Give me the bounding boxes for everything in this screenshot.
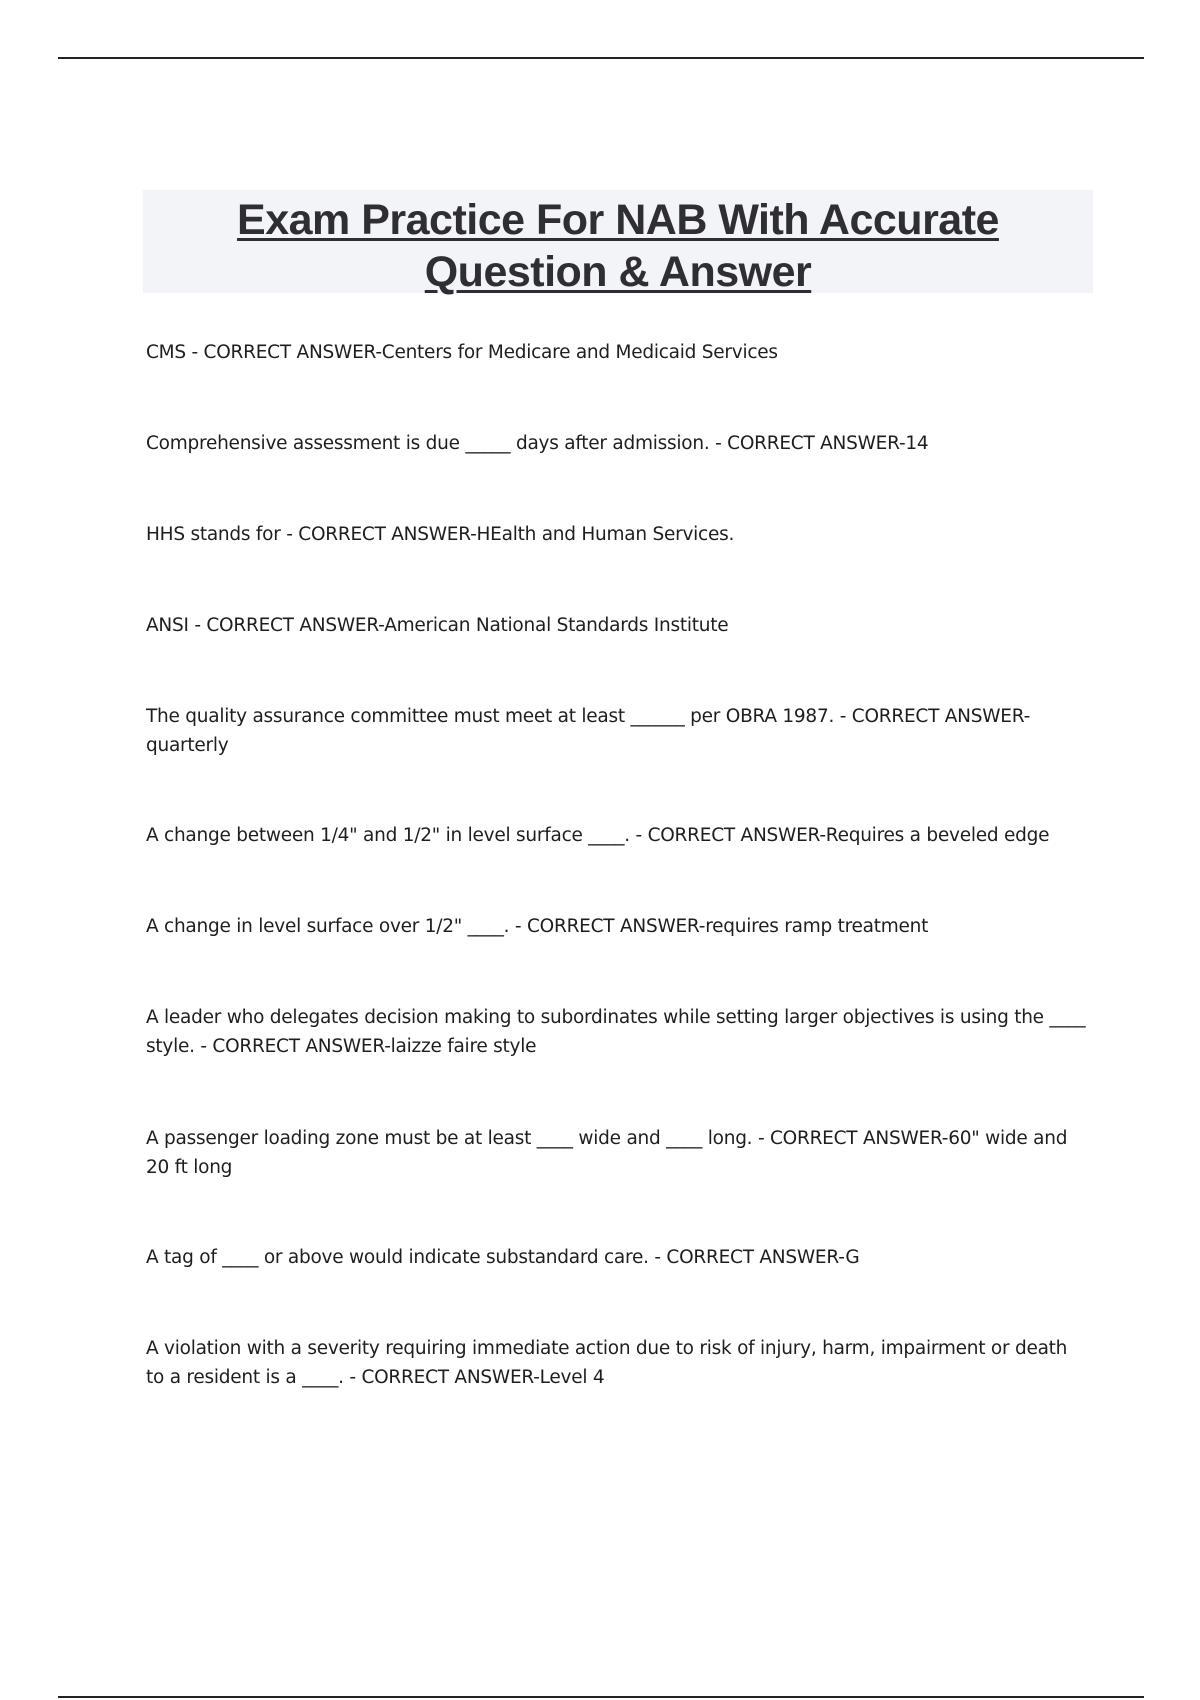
title-line-2: Question & Answer [424, 248, 812, 296]
qa-entry-4: ANSI - CORRECT ANSWER-American National Standards Institute [146, 615, 729, 636]
qa-entry-1: CMS - CORRECT ANSWER-Centers for Medicare and Medicaid Services [146, 342, 778, 363]
qa-entry-10: A tag of ____ or above would indicate substandard care. - CORRECT ANSWER-G [146, 1247, 860, 1268]
title-line-1: Exam Practice For NAB With Accurate [237, 196, 999, 244]
page-title [143, 190, 1093, 298]
qa-entry-2: Comprehensive assessment is due _____ days after admission. - CORRECT ANSWER-14 [146, 433, 929, 454]
qa-entry-3: HHS stands for - CORRECT ANSWER-HEalth and Human Services. [146, 524, 735, 545]
bottom-divider [58, 1696, 1144, 1698]
title-banner [143, 190, 1093, 296]
qa-entry-9: A passenger loading zone must be at least ____ wide and ____ long. - CORRECT ANSWER-60" wide and 20 ft long [146, 1128, 1068, 1178]
qa-entry-8: A leader who delegates decision making to subordinates while setting larger objectives is using the ____ style. - CORRECT ANSWER-laizze faire style [146, 1007, 1086, 1057]
qa-entry-11: A violation with a severity requiring immediate action due to risk of injury, harm, impairment or death to a resident is a ____. - CORRECT ANSWER-Level 4 [146, 1338, 1068, 1388]
qa-entry-7: A change in level surface over 1/2" ____. - CORRECT ANSWER-requires ramp treatment [146, 916, 929, 937]
qa-entry-5: The quality assurance committee must meet at least ______ per OBRA 1987. - CORRECT ANSWER-quarterly [146, 706, 1031, 756]
qa-entry-6: A change between 1/4" and 1/2" in level surface ____. - CORRECT ANSWER-Requires a beveled edge [146, 825, 1050, 846]
top-divider [58, 57, 1144, 59]
